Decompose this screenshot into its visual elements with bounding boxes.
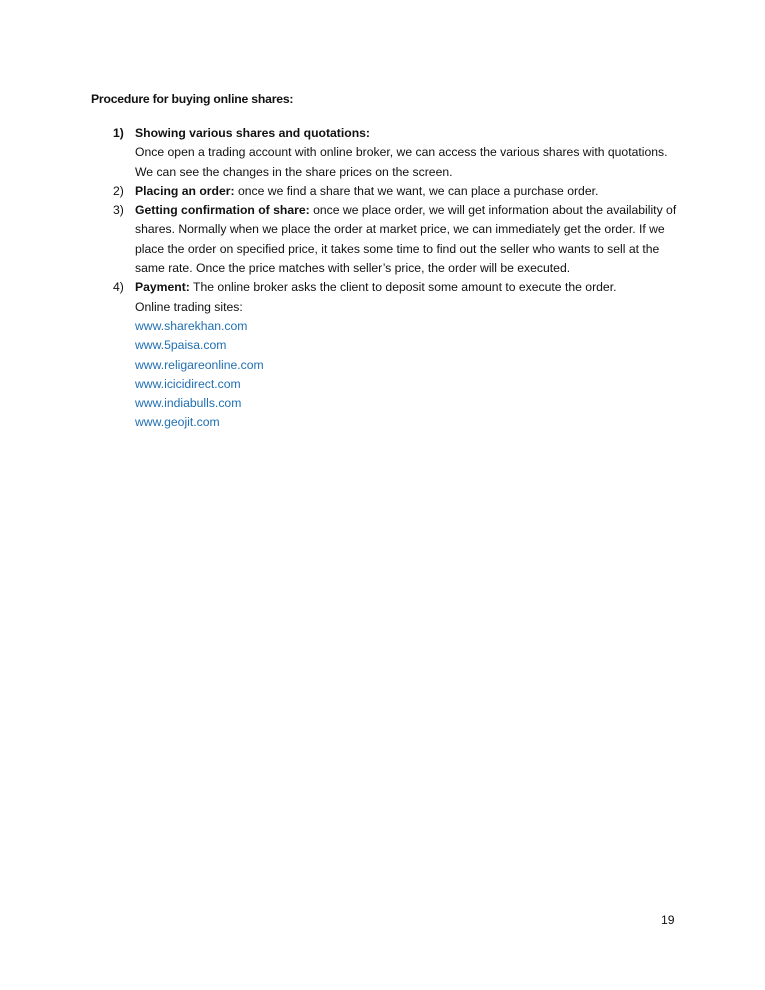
- item-number: 2): [113, 183, 124, 198]
- procedure-list: [113, 124, 683, 433]
- sites-label: Online trading sites:: [135, 299, 243, 314]
- item-title: Payment:: [135, 280, 190, 295]
- item-text: The online broker asks the client to deposit some amount to execute the order.: [189, 280, 617, 295]
- item-text: once we place order, we will get information about the availability of shares. Normally when we place the order at market price, we can immediately get the order. If we place the order on specified price, it takes some time to find out the seller who wants to sell at the same rate. Once the price matches with seller’s price, the order will be executed.: [135, 203, 677, 276]
- site-link-religareonline[interactable]: www.religareonline.com: [135, 357, 264, 372]
- site-link-indiabulls[interactable]: www.indiabulls.com: [135, 396, 242, 411]
- list-item: [113, 201, 683, 278]
- site-link-sharekhan[interactable]: www.sharekhan.com: [135, 318, 248, 333]
- item-text: Once open a trading account with online broker, we can access the various shares with quotations. We can see the changes in the share prices on the screen.: [135, 145, 668, 179]
- item-number: 3): [113, 203, 124, 218]
- list-item: [113, 124, 683, 182]
- item-title: Getting confirmation of share:: [135, 203, 310, 218]
- site-link-geojit[interactable]: www.geojit.com: [135, 415, 220, 430]
- site-link-icicidirect[interactable]: www.icicidirect.com: [135, 376, 241, 391]
- item-text: once we find a share that we want, we can place a purchase order.: [234, 183, 599, 198]
- item-number: 4): [113, 280, 124, 295]
- item-title: Placing an order:: [135, 183, 235, 198]
- list-item: [113, 182, 683, 201]
- item-number: 1): [113, 126, 124, 140]
- page-number: 19: [661, 913, 675, 927]
- list-item: [113, 278, 683, 432]
- item-title: Showing various shares and quotations:: [135, 126, 370, 140]
- site-link-5paisa[interactable]: www.5paisa.com: [135, 338, 227, 353]
- section-heading: Procedure for buying online shares:: [91, 92, 294, 106]
